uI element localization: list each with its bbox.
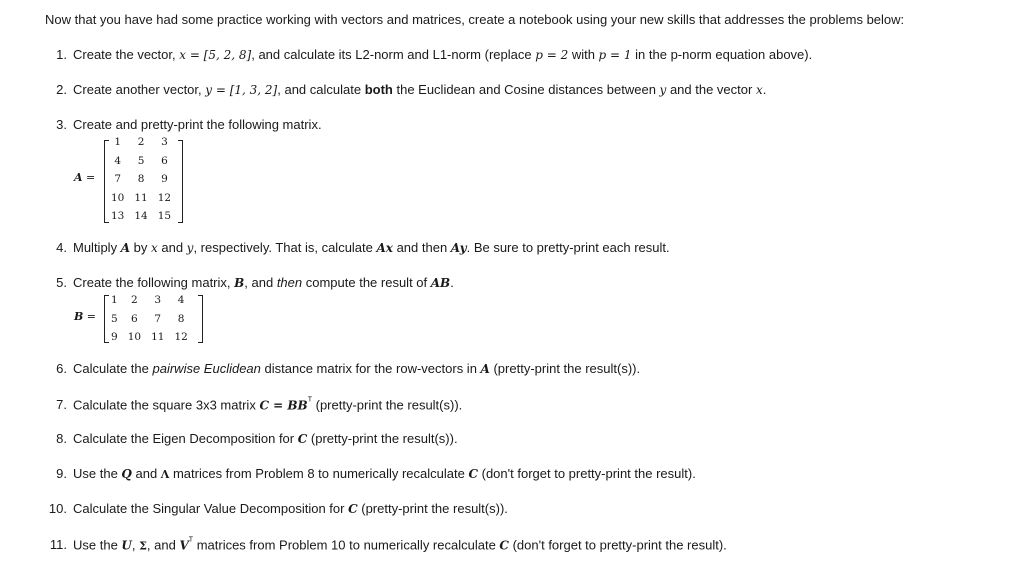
problem-number: 2. — [56, 82, 67, 97]
problem-5: 5. Create the following matrix, B, and then compute the result of AB. — [45, 275, 454, 290]
problem-number: 8. — [56, 431, 67, 446]
problem-number: 9. — [56, 466, 67, 481]
matrix-b-label: B = — [74, 310, 97, 323]
bold-both: both — [364, 82, 393, 97]
matrix-row: 10 11 12 — [111, 191, 172, 204]
problem-1: 1. Create the vector, x = [5, 2, 8], and calculate its L2-norm and L1-norm (replace p = 2 with p = 1 in the p-norm equation above). — [45, 47, 812, 62]
problem-2: 2. Create another vector, y = [1, 3, 2], and calculate both the Euclidean and Cosine distances between y and the vector x. — [45, 82, 766, 97]
problem-6: 6. Calculate the pairwise Euclidean distance matrix for the row-vectors in A (pretty-print the result(s)). — [45, 361, 640, 376]
math-p2: p = 2 — [535, 48, 569, 62]
matrix-b — [106, 291, 193, 347]
problem-number: 3. — [56, 117, 67, 132]
matrix-row: 9 10 11 12 — [111, 331, 188, 344]
problem-number: 5. — [56, 275, 67, 290]
problem-10: 10. Calculate the Singular Value Decomposition for C (pretty-print the result(s)). — [45, 501, 508, 516]
math-x-vector: x = [5, 2, 8] — [179, 48, 252, 62]
problem-3: 3. Create and pretty-print the following matrix. — [45, 117, 322, 132]
problem-number: 11. — [49, 537, 67, 553]
matrix-row: 13 14 15 — [111, 210, 172, 223]
intro-text: Now that you have had some practice working with vectors and matrices, create a notebook using your new skills that addresses the problems below: — [45, 12, 905, 27]
problem-number: 7. — [56, 397, 67, 413]
problem-4: 4. Multiply A by x and y, respectively. That is, calculate Ax and then Ay. Be sure to pretty-print each result. — [45, 240, 670, 255]
italic-then: then — [276, 275, 303, 290]
problem-number: 4. — [56, 240, 67, 255]
problem-number: 10. — [48, 501, 67, 516]
matrix-a-label: A = — [74, 171, 96, 184]
problem-11: 11. Use the U, Σ, and $V^ᵀ$ matrices from Problem 10 to numerically recalculate C (don't forget to pretty-print the result). — [45, 536, 727, 552]
matrix-a-right-bracket — [178, 140, 183, 223]
math-y-vector: y = [1, 3, 2] — [205, 83, 278, 97]
matrix-row: 1 2 3 4 — [111, 294, 185, 306]
matrix-b-right-bracket — [198, 295, 203, 343]
problem-number: 1. — [56, 47, 67, 62]
math-p1: p = 1 — [598, 48, 632, 62]
italic-pairwise: pairwise Euclidean — [152, 361, 261, 376]
matrix-row: 5 6 7 8 — [111, 312, 185, 325]
matrix-row: 4 5 6 — [114, 154, 168, 167]
matrix-row: 1 2 3 — [114, 136, 168, 148]
matrix-row: 7 8 9 — [114, 173, 168, 186]
matrix-a — [106, 133, 176, 226]
problem-8: 8. Calculate the Eigen Decomposition for C (pretty-print the result(s)). — [45, 431, 458, 446]
problem-7: 7. Calculate the square 3x3 matrix $C = BB^ᵀ$ (pretty-print the result(s)). — [45, 396, 462, 412]
problem-number: 6. — [56, 361, 67, 376]
problem-9: 9. Use the Q and Λ matrices from Problem 8 to numerically recalculate C (don't forget to pretty-print the result). — [45, 466, 696, 481]
